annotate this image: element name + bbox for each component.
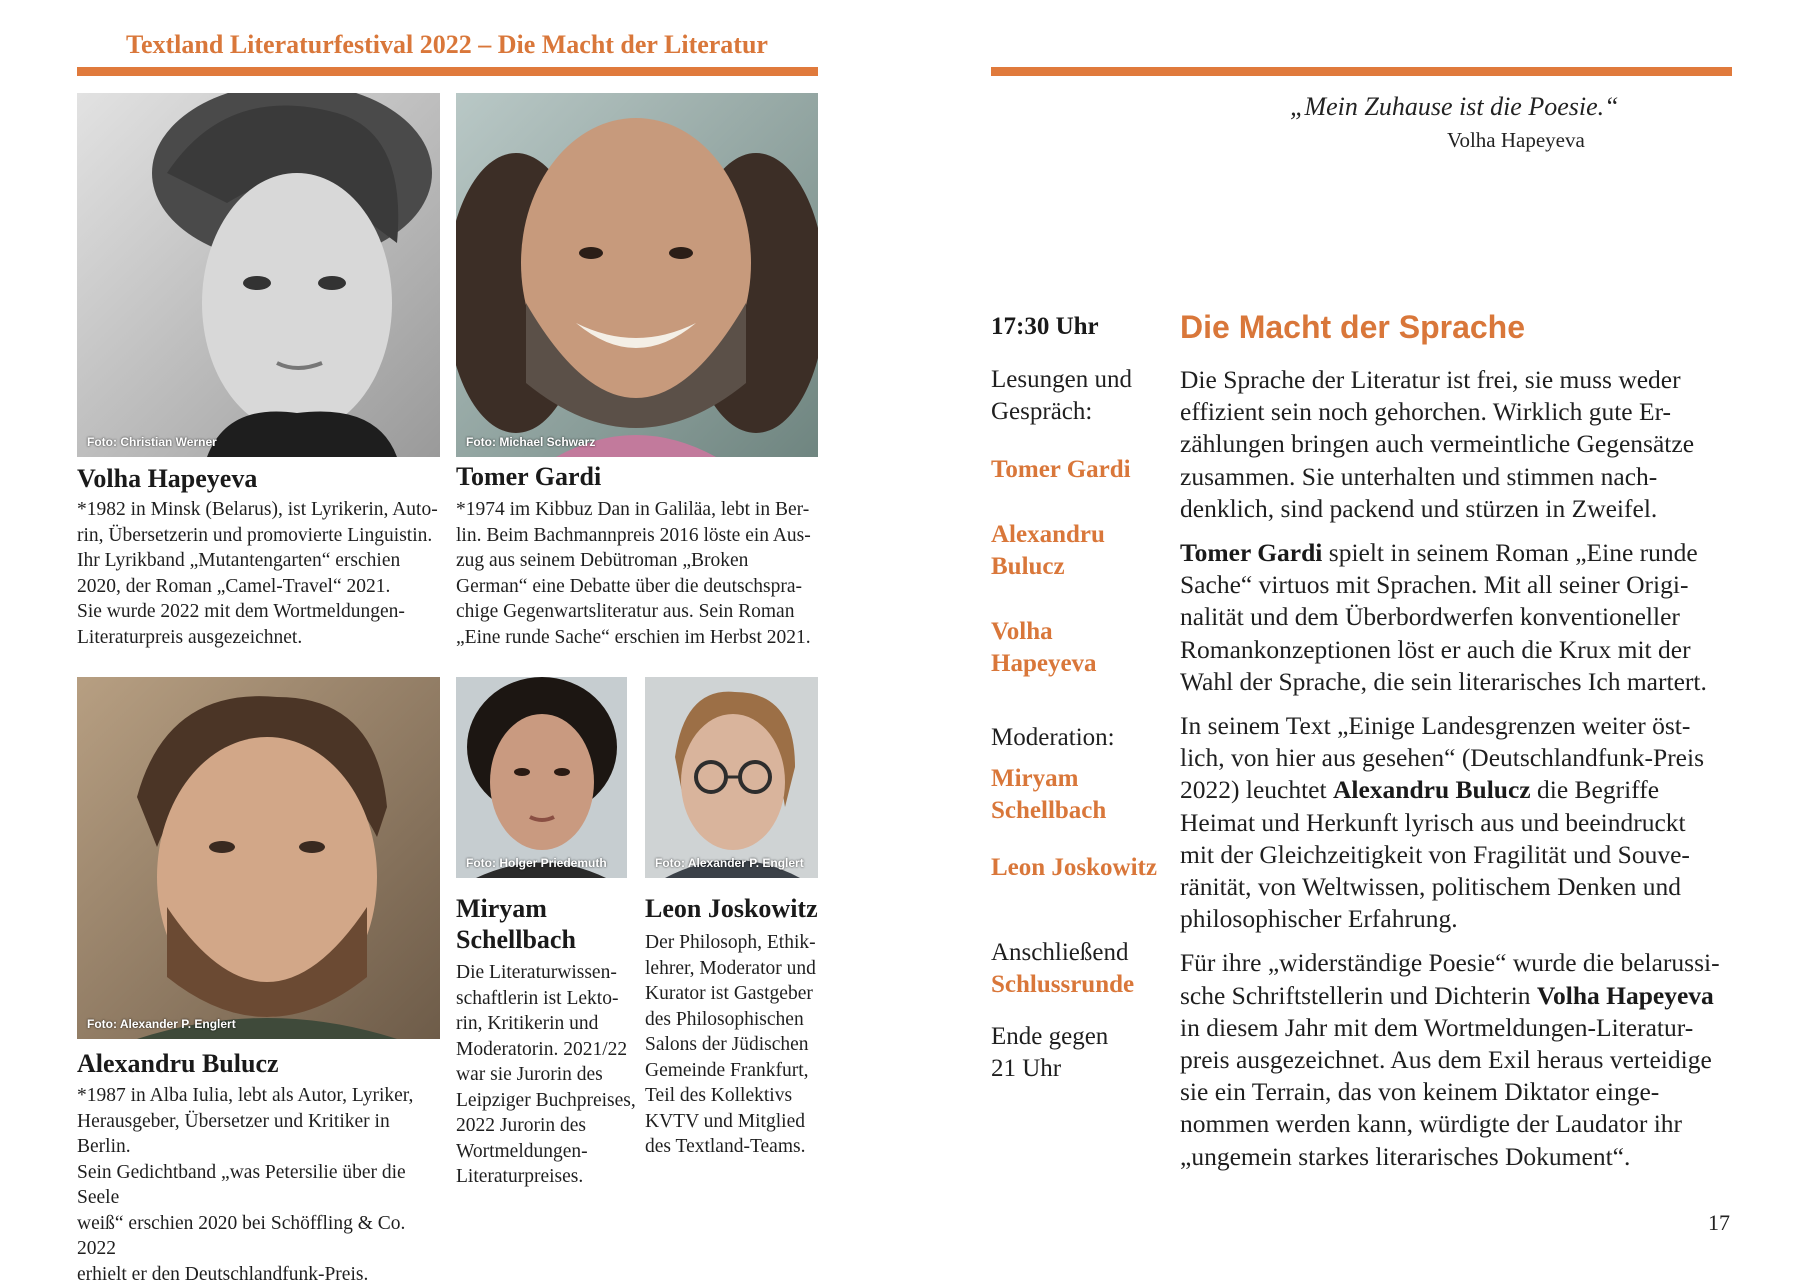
person-bio: Die Literaturwissen- schaftlerin ist Lekto- rin, Kritikerin und Moderatorin. 2021/22 war sie Jurorin des Leipziger Buchpreises, 2022 Jurorin des Wortmeldungen- Literaturpreises. xyxy=(456,962,636,1187)
page-header-title: Textland Literaturfestival 2022 – Die Macht der Literatur xyxy=(126,30,768,59)
moderation-label: Moderation: xyxy=(991,724,1115,751)
page-number: 17 xyxy=(1708,1210,1730,1235)
photo-miryam-schellbach xyxy=(456,677,627,878)
end-time: Ende gegen 21 Uhr xyxy=(991,1023,1109,1082)
person-name: Tomer Gardi xyxy=(456,462,602,491)
photo-credit: Foto: Alexander P. Englert xyxy=(655,856,804,870)
photo-alexandru-bulucz xyxy=(77,677,440,1039)
quote-text: „Mein Zuhause ist die Poesie.“ xyxy=(1290,92,1619,121)
moderator-name: Leon Joskowitz xyxy=(991,854,1157,881)
person-name: Miryam Schellbach xyxy=(456,894,576,954)
person-bio: *1987 in Alba Iulia, lebt als Autor, Lyriker, Herausgeber, Übersetzer und Kritiker in Berlin. Sein Gedichtband „was Petersilie über die Seele weiß“ erschien 2020 bei Schöffling & Co. 2022 erhielt er den Deutschlandfunk-Preis. xyxy=(77,1085,414,1285)
person-bio: Der Philosoph, Ethik- lehrer, Moderator und Kurator ist Gastgeber des Philosophischen Salons der Jüdischen Gemeinde Frankfurt, Teil des Kollektivs KVTV und Mitglied des Textland-Teams. xyxy=(645,932,816,1157)
photo-credit: Foto: Christian Werner xyxy=(87,435,217,449)
paragraph: Tomer Gardi spielt in seinem Roman „Eine runde Sache“ virtuos mit Sprachen. Mit all seiner Origi- nalität und dem Überbordwerfen konventioneller Romankonzeptionen löst er auch die Krux mit der Wahl der Sprache, die sein literarisches Ich martert. xyxy=(1180,538,1707,696)
person-bio: *1974 im Kibbuz Dan in Galiläa, lebt in Ber- lin. Beim Bachmannpreis 2016 löste ein Aus- zug aus seinem Debütroman „Broken German“ eine Debatte über die deutschspra- chige Gegenwartsliteratur aus. Sein Roman „Eine runde Sache“ erschien im Herbst 2021. xyxy=(456,499,811,648)
after-label: Anschließend xyxy=(991,939,1129,966)
paragraph: Für ihre „widerständige Poesie“ wurde die belarussi- sche Schriftstellerin und Dichterin Volha Hapeyeva in diesem Jahr mit dem Wortmeldungen-Literatur- preis ausgezeichnet. Aus dem Exil heraus verteidige sie ein Terrain, das von keinem Diktator einge- nommen werden kann, würdigte der Laudator ihr „ungemein starkes literarisches Dokument“. xyxy=(1180,948,1720,1171)
quote-author: Volha Hapeyeva xyxy=(1447,128,1585,152)
header-rule-right xyxy=(991,67,1732,76)
photo-leon-joskowitz xyxy=(645,677,818,878)
person-bio: *1982 in Minsk (Belarus), ist Lyrikerin, Auto- rin, Übersetzerin und promovierte Linguistin. Ihr Lyrikband „Mutantengarten“ erschien 2020, der Roman „Camel-Travel“ 2021. Sie wurde 2022 mit dem Wortmeldungen- Literaturpreis ausgezeichnet. xyxy=(77,499,438,648)
person-name: Volha Hapeyeva xyxy=(77,464,258,493)
moderator-name: Miryam Schellbach xyxy=(991,765,1107,824)
event-time: 17:30 Uhr xyxy=(991,313,1099,340)
participant-name: Volha Hapeyeva xyxy=(991,618,1097,677)
photo-credit: Foto: Holger Priedemuth xyxy=(466,856,607,870)
event-sidebar xyxy=(991,364,1176,1085)
paragraph: In seinem Text „Einige Landesgrenzen weiter öst- lich, von hier aus gesehen“ (Deutschlandfunk-Preis 2022) leuchtet Alexandru Bulucz die Begriffe Heimat und Herkunft lyrisch aus und beeindruckt mit der Gleichzeitigkeit von Fragilität und Souve- ränität, von Weltwissen, politischem Denken und philosophischer Erfahrung. xyxy=(1180,711,1705,934)
participant-name: Alexandru Bulucz xyxy=(991,521,1105,580)
header-rule-left xyxy=(77,67,818,76)
photo-volha-hapeyeva xyxy=(77,93,440,457)
photo-tomer-gardi xyxy=(456,93,818,457)
person-name: Leon Joskowitz xyxy=(645,894,818,923)
after-event: Schlussrunde xyxy=(991,971,1135,998)
event-description xyxy=(1180,364,1740,1185)
format-label: Lesungen und Gespräch: xyxy=(991,366,1132,425)
photo-credit: Foto: Alexander P. Englert xyxy=(87,1017,236,1031)
person-name: Alexandru Bulucz xyxy=(77,1049,279,1078)
photo-credit: Foto: Michael Schwarz xyxy=(466,435,596,449)
participant-name: Tomer Gardi xyxy=(991,456,1131,483)
event-title: Die Macht der Sprache xyxy=(1180,309,1525,345)
paragraph: Die Sprache der Literatur ist frei, sie muss weder effizient sein noch gehorchen. Wirklich gute Er- zählungen bringen auch vermeintliche Gegensätze zusammen. Sie unterhalten und stimmen nach- denklich, sind packend und stürzen in Zweifel. xyxy=(1180,365,1695,523)
